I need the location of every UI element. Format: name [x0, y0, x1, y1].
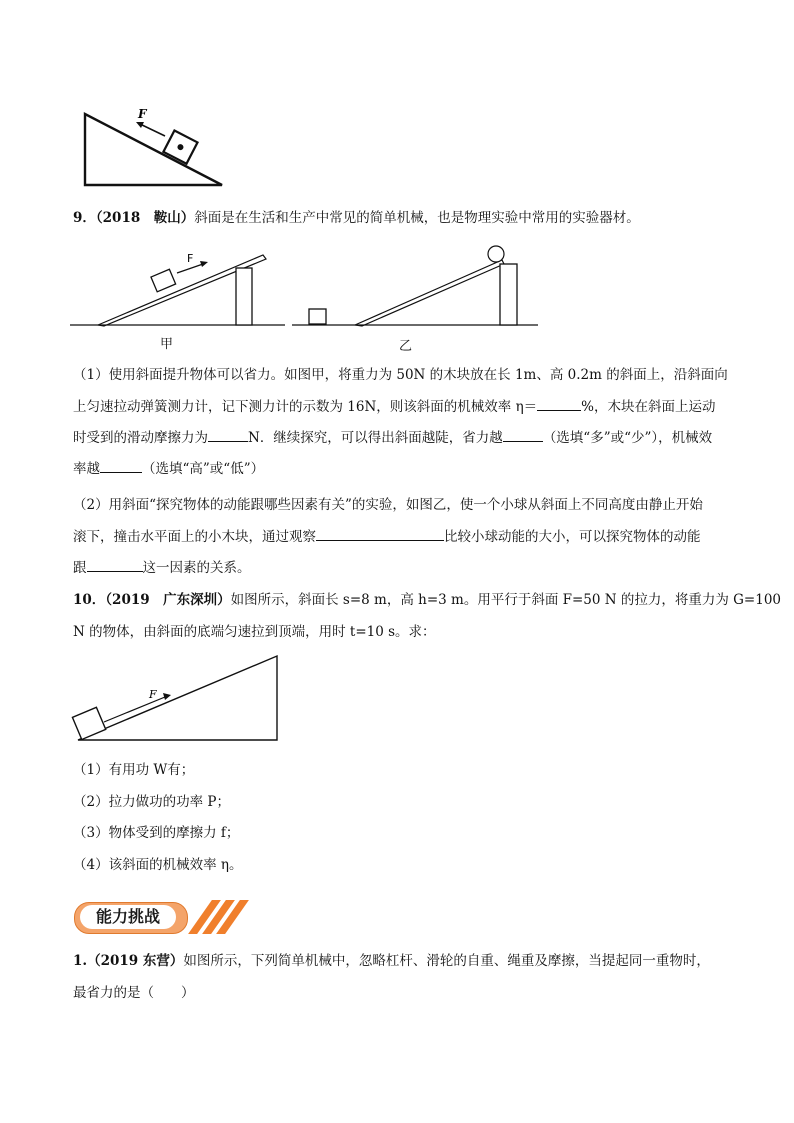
q9-part2-text-b: 比较小球动能的大小，可以探究物体的动能: [444, 529, 701, 545]
q10-item-2: （2）拉力做功的功率 P；: [73, 794, 230, 810]
answer-blank-force[interactable]: [503, 427, 543, 442]
q10-force-arrowhead: [163, 693, 171, 700]
q1-stem-line2: 最省力的是（ ）: [73, 985, 195, 1001]
q9-part1-text-g: （选填“高”或“低”）: [142, 461, 265, 477]
q10-number: 10．: [73, 592, 106, 608]
q10-block: [72, 707, 105, 739]
q9-heading: [73, 208, 640, 228]
q1-line1: [73, 951, 710, 971]
incline-figure-top: [78, 104, 228, 190]
answer-blank-efficiency[interactable]: [537, 396, 581, 411]
q9-stem: 斜面是在生活和生产中常见的简单机械，也是物理实验中常用的实验器材。: [194, 210, 640, 226]
q9-part2-text-d: 这一因素的关系。: [142, 560, 251, 576]
block: [163, 130, 197, 163]
q9-part1-line3: [73, 427, 712, 448]
q9-part1-text-b: %，木块在斜面上运动: [581, 399, 716, 415]
q9-part2-text-a: 滚下，撞击水平面上的小木块，通过观察: [73, 529, 316, 545]
q9-figures: [70, 240, 540, 335]
q10-incline-figure: [70, 654, 282, 746]
q1-stem-line1: 如图所示，下列简单机械中，忽略杠杆、滑轮的自重、绳重及摩擦，当提起同一重物时，: [183, 953, 710, 969]
q9-part2-line1: （2）用斜面“探究物体的动能跟哪些因素有关”的实验，如图乙，使一个小球从斜面上不同高度由静止开始: [73, 497, 703, 513]
q10-stem-line2: N 的物体，由斜面的底端匀速拉到顶端，用时 t=10 s。求：: [73, 624, 436, 640]
force-label: F: [138, 107, 147, 121]
q9-part1-line2: [73, 396, 716, 417]
figure-yi: [292, 246, 538, 326]
q10-force-label: F: [149, 688, 157, 701]
q9-part1-text-d: N．继续探究，可以得出斜面越陡，省力越: [248, 430, 503, 446]
q10-item-4: （4）该斜面的机械效率 η。: [73, 857, 243, 873]
q9-part1-line1: （1）使用斜面提升物体可以省力。如图甲，将重力为 50N 的木块放在长 1m、高 0.2m 的斜面上，沿斜面向: [73, 367, 728, 383]
section-badge: [74, 900, 244, 934]
q10-stem-line1: 如图所示，斜面长 s=8 m，高 h=3 m。用平行于斜面 F=50 N 的拉力，将重力为 G=100: [230, 592, 782, 608]
q1-source: （2019 东营）: [87, 953, 184, 969]
q1-number: 1.: [73, 953, 88, 969]
q10-line1: [73, 590, 781, 610]
q10-item-3: （3）物体受到的摩擦力 f；: [73, 825, 240, 841]
q9-source: （2018 鞍山）: [95, 210, 195, 226]
force-arrow: [140, 124, 165, 136]
figure-yi-caption: 乙: [399, 339, 413, 354]
q10-incline: [78, 656, 277, 740]
q9-number: 9．: [73, 210, 96, 226]
figure-jia-caption: 甲: [160, 337, 174, 352]
q10-source: （2019 广东深圳）: [105, 592, 231, 608]
answer-blank-factor[interactable]: [87, 557, 143, 572]
q9-part1-line4: [73, 458, 264, 479]
incline-triangle: [85, 114, 222, 185]
answer-blank-friction[interactable]: [208, 427, 248, 442]
answer-blank-efficiency-trend[interactable]: [100, 458, 142, 473]
answer-blank-observation[interactable]: [316, 526, 444, 541]
q9-part1-text-e: （选填“多”或“少”），机械效: [542, 430, 713, 446]
q9-part2-line3: [73, 557, 251, 578]
q10-item-1: （1）有用功 W有；: [73, 762, 195, 778]
q9-part1-text-f: 率越: [73, 461, 100, 477]
jia-force-label: F: [187, 252, 194, 265]
q9-part2-line2: [73, 526, 701, 547]
q9-part1-text-c: 时受到的滑动摩擦力为: [73, 430, 208, 446]
figure-jia: [70, 252, 285, 326]
q9-part2-text-c: 跟: [73, 560, 87, 576]
section-title: 能力挑战: [80, 905, 176, 929]
q9-part1-text-a: 上匀速拉动弹簧测力计，记下测力计的示数为 16N，则该斜面的机械效率 η＝: [73, 399, 538, 415]
